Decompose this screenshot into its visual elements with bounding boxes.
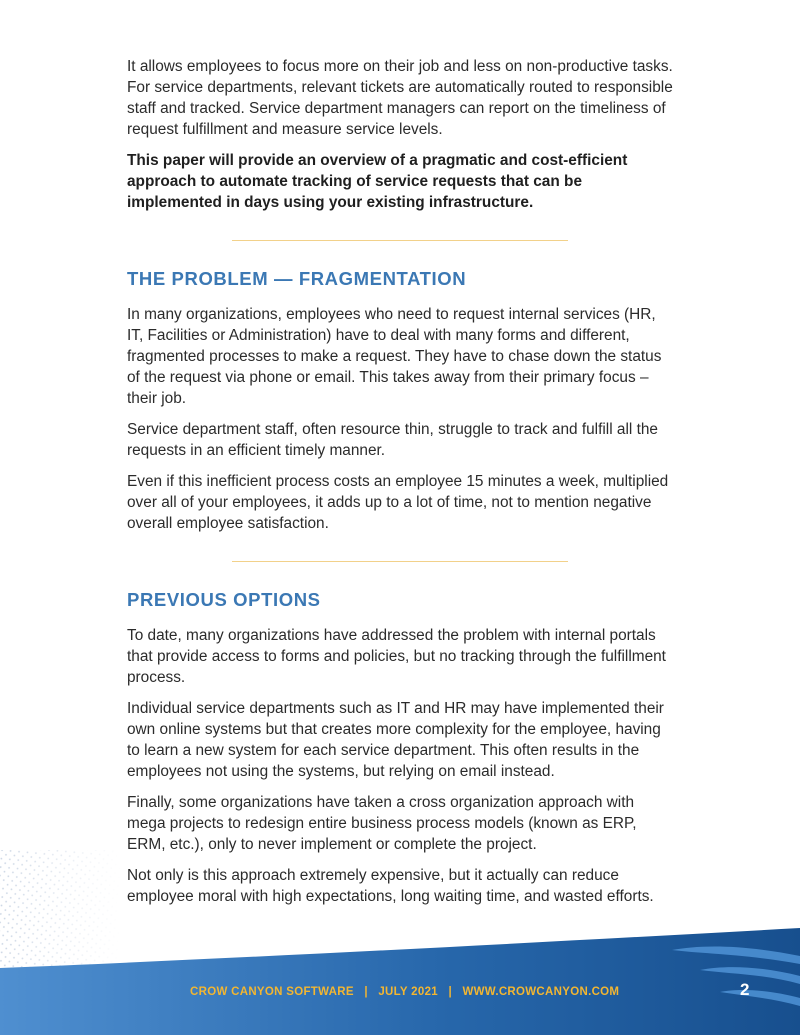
page-number: 2	[740, 980, 750, 999]
document-body	[127, 56, 675, 917]
section-divider	[232, 561, 568, 562]
section-heading-options: PREVIOUS OPTIONS	[127, 589, 321, 610]
options-paragraph: Not only is this approach extremely expensive, but it actually can reduce employee moral with high expectations, long waiting time, and wasted efforts.	[127, 867, 654, 905]
footer-website-link[interactable]: WWW.CROWCANYON.COM	[462, 986, 620, 998]
footer-info	[190, 986, 619, 998]
footer-wave-background	[0, 920, 800, 1035]
footer-company: CROW CANYON SOFTWARE	[190, 986, 354, 998]
options-paragraph: Finally, some organizations have taken a cross organization approach with mega projects to redesign entire business process models (known as ERP, ERM, etc.), only to never implement or complete the project.	[127, 794, 637, 853]
problem-paragraph: Service department staff, often resource thin, struggle to track and fulfill all the requests in an efficient timely manner.	[127, 421, 658, 459]
problem-paragraph: In many organizations, employees who need to request internal services (HR, IT, Facilities or Administration) have to deal with many forms and different, fragmented processes to make a request. They have to chase down the status of the request via phone or email. This takes away from their primary focus – their job.	[127, 306, 662, 407]
options-paragraph: To date, many organizations have addressed the problem with internal portals that provide access to forms and policies, but no tracking through the fulfillment process.	[127, 627, 666, 686]
options-paragraph: Individual service departments such as IT and HR may have implemented their own online systems but that creates more complexity for the employee, having to learn a new system for each service department. This often results in the employees not using the systems, but relying on email instead.	[127, 700, 664, 780]
intro-paragraph: It allows employees to focus more on their job and less on non-productive tasks. For service departments, relevant tickets are automatically routed to responsible staff and tracked. Service department managers can report on the timeliness of request fulfillment and measure service levels.	[127, 58, 673, 138]
intro-summary-paragraph: This paper will provide an overview of a pragmatic and cost-efficient approach to automate tracking of service requests that can be implemented in days using your existing infrastructure.	[127, 152, 628, 211]
section-divider	[232, 240, 568, 241]
footer-separator: |	[364, 986, 368, 998]
footer-band	[0, 920, 800, 1035]
problem-paragraph: Even if this inefficient process costs an employee 15 minutes a week, multiplied over all of your employees, it adds up to a lot of time, not to mention negative overall employee satisfaction.	[127, 473, 669, 532]
footer-date: JULY 2021	[378, 986, 438, 998]
footer-separator: |	[448, 986, 452, 998]
section-heading-problem: THE PROBLEM — FRAGMENTATION	[127, 268, 467, 289]
